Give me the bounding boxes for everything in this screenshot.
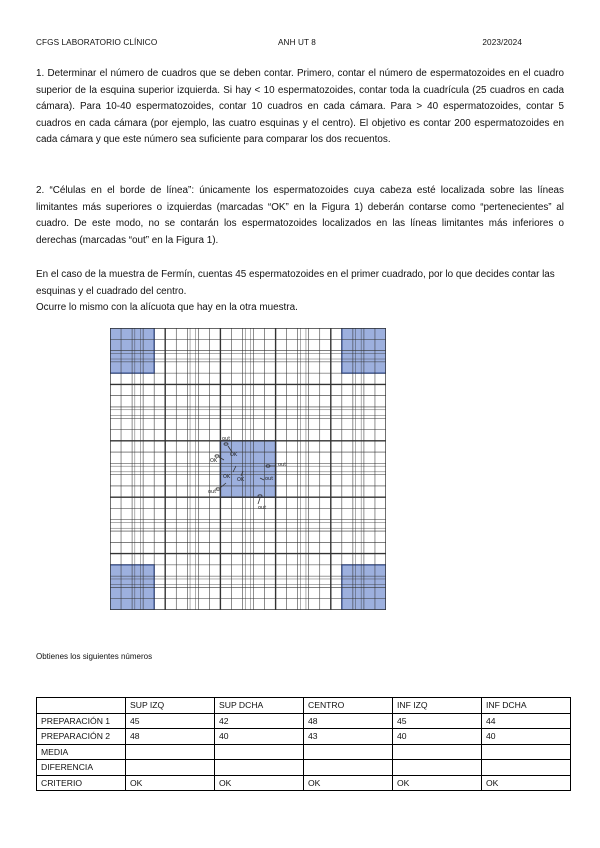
table-cell: OK bbox=[482, 775, 571, 791]
table-header-row bbox=[37, 698, 571, 714]
out-label: out bbox=[258, 505, 267, 511]
table-header-cell: INF IZQ bbox=[393, 698, 482, 714]
table-cell: 45 bbox=[126, 713, 215, 729]
ok-label: OK bbox=[230, 452, 238, 458]
table-row bbox=[37, 744, 571, 760]
table-header-cell: SUP DCHA bbox=[215, 698, 304, 714]
results-table bbox=[36, 697, 571, 791]
table-cell: 40 bbox=[393, 729, 482, 745]
table-header-cell: CENTRO bbox=[304, 698, 393, 714]
table-row bbox=[37, 760, 571, 776]
ok-label: OK bbox=[210, 458, 218, 464]
out-label: out bbox=[208, 489, 217, 495]
out-label: out bbox=[278, 462, 287, 468]
table-row bbox=[37, 713, 571, 729]
counting-chamber-grid-figure bbox=[110, 328, 386, 610]
table-row-label: MEDIA bbox=[37, 744, 126, 760]
table-header-cell: SUP IZQ bbox=[126, 698, 215, 714]
center-square bbox=[220, 441, 275, 497]
table-cell bbox=[393, 744, 482, 760]
table-cell: 48 bbox=[304, 713, 393, 729]
table-row-label: PREPARACIÓN 2 bbox=[37, 729, 126, 745]
paragraph-other-sample: Ocurre lo mismo con la alícuota que hay en la otra muestra. bbox=[36, 302, 298, 313]
table-cell bbox=[126, 744, 215, 760]
paragraph-fermin-sample: En el caso de la muestra de Fermín, cuentas 45 espermatozoides en el primer cuadrado, por lo que decides contar las esquinas y el cuadrado del centro. bbox=[36, 269, 555, 297]
header-unit: ANH UT 8 bbox=[278, 38, 316, 47]
table-cell bbox=[482, 744, 571, 760]
table-row-label: PREPARACIÓN 1 bbox=[37, 713, 126, 729]
out-label: out bbox=[222, 436, 231, 442]
table-cell bbox=[215, 744, 304, 760]
table-cell: OK bbox=[304, 775, 393, 791]
table-cell: 40 bbox=[215, 729, 304, 745]
table-cell: 40 bbox=[482, 729, 571, 745]
table-cell bbox=[304, 760, 393, 776]
table-header-cell: INF DCHA bbox=[482, 698, 571, 714]
table-row-label: DIFERENCIA bbox=[37, 760, 126, 776]
table-cell: OK bbox=[215, 775, 304, 791]
table-row bbox=[37, 775, 571, 791]
table-cell bbox=[126, 760, 215, 776]
paragraph-border-cells: 2. “Células en el borde de línea”: únicamente los espermatozoides cuya cabeza esté localizada sobre las líneas limitantes más superiores o izquierdas (marcadas “OK” en la Figura 1) deberán contarse como “pertenecientes” al cuadro. De este modo, no se contarán los espermatozoides localizados en las líneas limitantes más inferiores o derechas (marcadas “out” en la Figura 1). bbox=[36, 185, 564, 246]
table-row-label: CRITERIO bbox=[37, 775, 126, 791]
header-course: CFGS LABORATORIO CLÍNICO bbox=[36, 38, 158, 47]
table-cell bbox=[482, 760, 571, 776]
table-row bbox=[37, 729, 571, 745]
table-cell: 42 bbox=[215, 713, 304, 729]
page-header bbox=[36, 38, 564, 50]
highlighted-squares bbox=[110, 328, 386, 610]
out-label: out bbox=[265, 476, 274, 482]
header-year: 2023/2024 bbox=[482, 38, 522, 47]
table-cell bbox=[393, 760, 482, 776]
table-cell bbox=[304, 744, 393, 760]
table-cell: 43 bbox=[304, 729, 393, 745]
table-cell bbox=[215, 760, 304, 776]
table-cell: 48 bbox=[126, 729, 215, 745]
table-corner-cell bbox=[37, 698, 126, 714]
table-cell: 45 bbox=[393, 713, 482, 729]
table-cell: OK bbox=[393, 775, 482, 791]
table-caption: Obtienes los siguientes números bbox=[36, 652, 153, 661]
ok-label: OK bbox=[237, 477, 245, 483]
ok-label: OK bbox=[223, 474, 231, 480]
paragraph-count-squares: 1. Determinar el número de cuadros que se deben contar. Primero, contar el número de espermatozoides en el cuadro superior de la esquina superior izquierda. Si hay < 10 espermatozoides, contar toda la cuadrícula (25 cuadros en cada cámara). Para 10-40 espermatozoides, contar 10 cuadros en cada cámara. Para > 40 espermatozoides, contar 5 cuadros en cada cámara (por ejemplo, las cuatro esquinas y el centro). El objetivo es contar 200 espermatozoides en cada cámara y que este número sea suficiente para comparar los dos recuentos. bbox=[36, 68, 564, 145]
table-cell: 44 bbox=[482, 713, 571, 729]
table-cell: OK bbox=[126, 775, 215, 791]
